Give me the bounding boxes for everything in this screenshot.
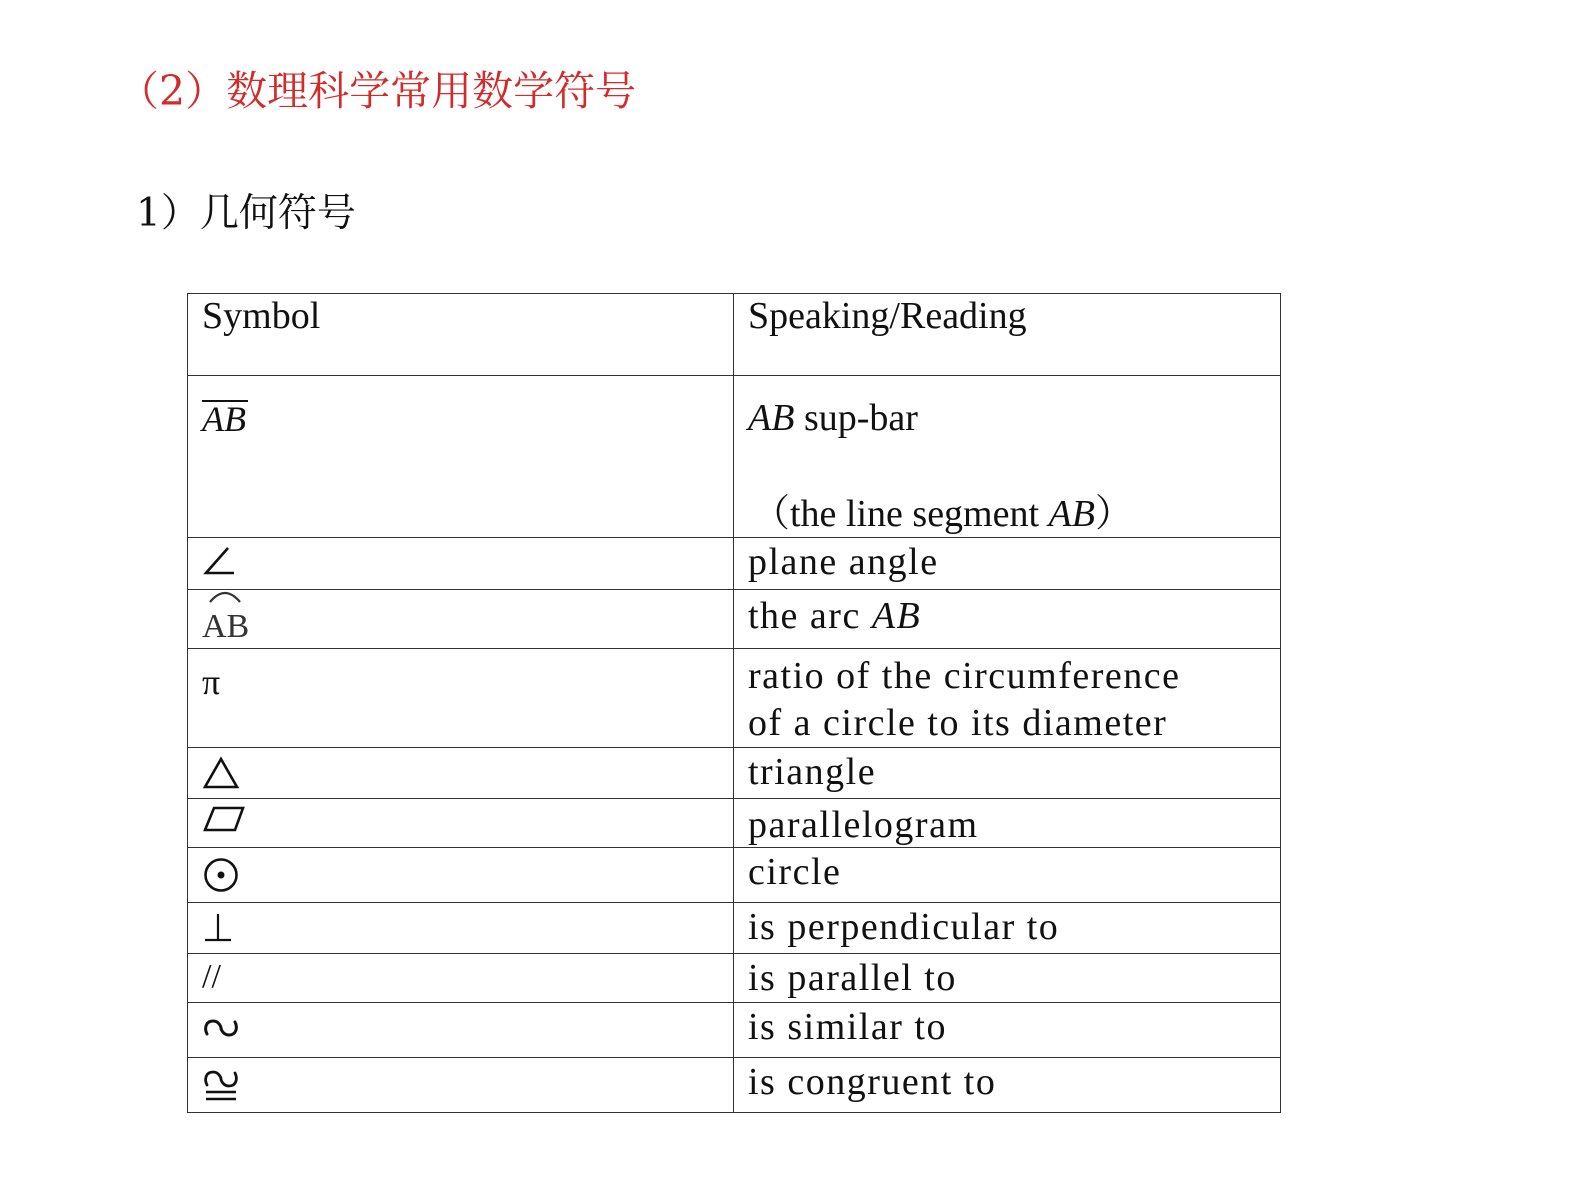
arc-symbol: AB	[202, 594, 249, 646]
symbol-cell	[188, 1003, 734, 1058]
symbol-cell: π	[188, 649, 734, 748]
header-reading: Speaking/Reading	[734, 294, 1281, 376]
table-row	[188, 376, 1281, 538]
reading-text: ）	[1094, 493, 1133, 535]
triangle-icon	[202, 756, 240, 790]
reading-cell: is congruent to	[734, 1058, 1281, 1113]
reading-line	[748, 482, 1266, 537]
reading-line: of a circle to its diameter	[748, 702, 1168, 744]
reading-cell	[734, 376, 1281, 538]
parallelogram-icon	[202, 805, 246, 833]
table-row	[188, 848, 1281, 903]
congruent-icon	[202, 1068, 240, 1102]
header-symbol: Symbol	[188, 294, 734, 376]
reading-text: （the line segment	[752, 493, 1049, 535]
reading-cell: parallelogram	[734, 799, 1281, 848]
table-row	[188, 1003, 1281, 1058]
reading-var: AB	[1048, 493, 1095, 535]
symbol-cell	[188, 1058, 734, 1113]
circle-dot-icon	[202, 856, 240, 894]
subsection-title: 1）几何符号	[136, 191, 356, 236]
table-row	[188, 649, 1281, 748]
table-row	[188, 590, 1281, 649]
reading-cell: is similar to	[734, 1003, 1281, 1058]
perpendicular-icon	[202, 911, 234, 943]
symbol-cell	[188, 903, 734, 954]
symbol-cell	[188, 590, 734, 649]
table-row	[188, 538, 1281, 590]
reading-line	[748, 396, 1266, 440]
reading-text: sup-bar	[794, 397, 918, 439]
arc-mark-icon	[208, 590, 242, 604]
reading-cell: is perpendicular to	[734, 903, 1281, 954]
table-row	[188, 1058, 1281, 1113]
reading-cell	[734, 649, 1281, 748]
reading-cell: circle	[734, 848, 1281, 903]
geometry-symbols-table	[187, 293, 1281, 1113]
table-row	[188, 799, 1281, 848]
symbol-cell: //	[188, 954, 734, 1003]
symbol-cell	[188, 376, 734, 538]
reading-text: the arc	[748, 595, 872, 637]
table-row	[188, 954, 1281, 1003]
section-title: （2）数理科学常用数学符号	[118, 67, 637, 115]
symbol-cell	[188, 538, 734, 590]
reading-cell: plane angle	[734, 538, 1281, 590]
segment-symbol: AB	[202, 399, 246, 439]
similar-icon	[202, 1017, 240, 1039]
reading-var: AB	[871, 595, 922, 637]
symbol-cell	[188, 799, 734, 848]
table-header-row	[188, 294, 1281, 376]
table-row	[188, 748, 1281, 799]
reading-cell: is parallel to	[734, 954, 1281, 1003]
symbol-cell	[188, 748, 734, 799]
reading-var: AB	[748, 397, 795, 439]
reading-cell	[734, 590, 1281, 649]
angle-icon	[202, 544, 236, 578]
reading-line: ratio of the circumference	[748, 655, 1181, 697]
symbol-cell	[188, 848, 734, 903]
reading-cell: triangle	[734, 748, 1281, 799]
table-row	[188, 903, 1281, 954]
